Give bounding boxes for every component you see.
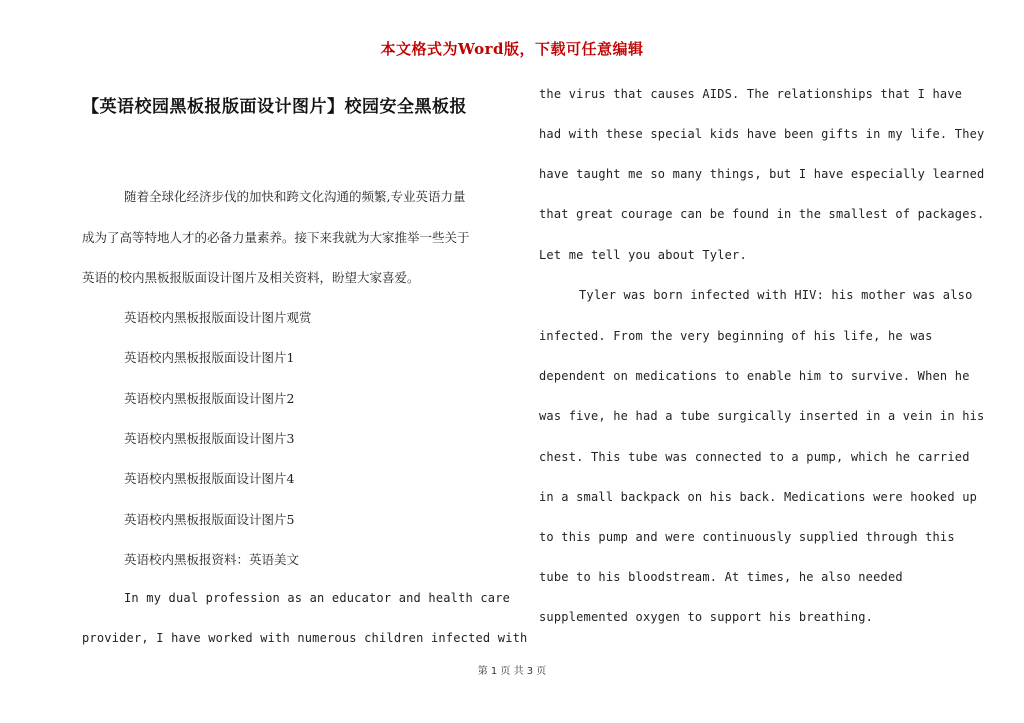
page-number: 第 1 页 共 3 页 — [477, 666, 547, 677]
paragraph-line: 英语校内黑板报版面设计图片2 — [124, 391, 295, 406]
paragraph-line: was five, he had a tube surgically inserted in a vein in his — [539, 409, 985, 423]
paragraph-line: 英语校内黑板报版面设计图片4 — [124, 471, 295, 486]
paragraph-line: in a small backpack on his back. Medications were hooked up — [539, 490, 978, 504]
paragraph-line: dependent on medications to enable him to survive. When he — [539, 369, 970, 383]
document-title: 【英语校园黑板报版面设计图片】校园安全黑板报 — [82, 97, 467, 117]
download-banner: 本文格式为Word版，下载可任意编辑 — [380, 40, 644, 58]
paragraph-line: 英语校内黑板报版面设计图片3 — [124, 431, 295, 446]
paragraph-line: 随着全球化经济步伐的加快和跨文化沟通的频繁,专业英语力量 — [124, 189, 466, 204]
paragraph-line: chest. This tube was connected to a pump, which he carried — [539, 450, 970, 464]
paragraph-line: supplemented oxygen to support his breathing. — [539, 610, 874, 624]
paragraph-line: 英语校内黑板报版面设计图片观赏 — [124, 310, 312, 325]
paragraph-line: Let me tell you about Tyler. — [539, 248, 747, 262]
paragraph-line: have taught me so many things, but I have especially learned — [539, 167, 985, 181]
paragraph-line: 成为了高等特地人才的必备力量素养。接下来我就为大家推举一些关于 — [82, 230, 470, 245]
paragraph-line: 英语校内黑板报版面设计图片1 — [124, 350, 295, 365]
paragraph-line: provider, I have worked with numerous children infected with — [82, 631, 528, 645]
paragraph-line: had with these special kids have been gifts in my life. They — [539, 127, 985, 141]
paragraph-line: In my dual profession as an educator and health care — [124, 591, 511, 605]
paragraph-line: 英语的校内黑板报版面设计图片及相关资料，盼望大家喜爱。 — [82, 270, 420, 285]
paragraph-line: to this pump and were continuously supplied through this — [539, 530, 955, 544]
paragraph-line: the virus that causes AIDS. The relationships that I have — [539, 87, 963, 101]
paragraph-line: that great courage can be found in the smallest of packages. — [539, 207, 985, 221]
paragraph-line: tube to his bloodstream. At times, he also needed — [539, 570, 903, 584]
paragraph-line: Tyler was born infected with HIV: his mother was also — [579, 288, 973, 302]
paragraph-line: 英语校内黑板报版面设计图片5 — [124, 512, 295, 527]
paragraph-line: infected. From the very beginning of his life, he was — [539, 329, 933, 343]
paragraph-line: 英语校内黑板报资料：英语美文 — [124, 552, 300, 567]
